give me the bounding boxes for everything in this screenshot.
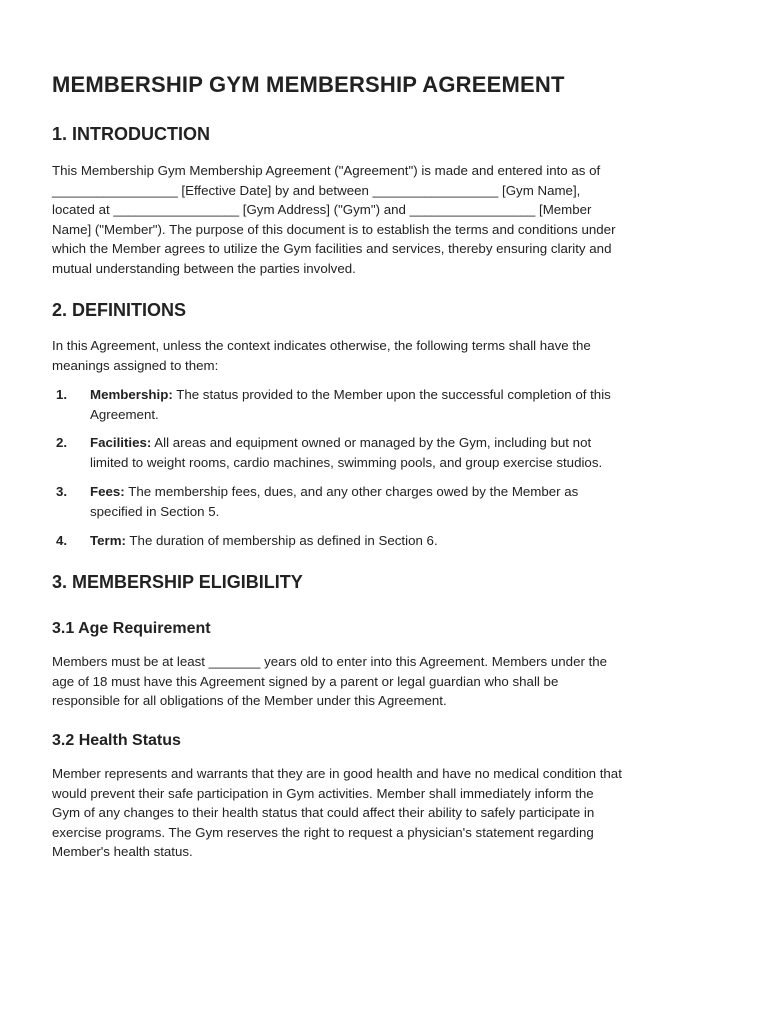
definition-term: Term:: [90, 533, 126, 548]
paragraph-line: _________________ [Effective Date] by and between _________________ [Gym Name],: [52, 182, 581, 198]
paragraph-line: Name] ("Member"). The purpose of this document is to establish the terms and conditions under: [52, 221, 616, 237]
definition-text: The duration of membership as defined in Section 6.: [125, 533, 438, 548]
definition-term: Fees:: [90, 484, 125, 499]
paragraph-line: Members must be at least _______ years old to enter into this Agreement. Members under the: [52, 654, 608, 669]
definition-item-membership: [52, 385, 712, 424]
section-heading-definitions: 2. DEFINITIONS: [52, 300, 187, 320]
definitions-intro-paragraph: [52, 336, 722, 375]
definition-text: The status provided to the Member upon the successful completion of this: [172, 387, 611, 402]
age-requirement-paragraph: [52, 652, 722, 711]
list-number: 2.: [56, 435, 68, 450]
paragraph-line: meanings assigned to them:: [52, 357, 219, 373]
section-heading-eligibility: 3. MEMBERSHIP ELIGIBILITY: [52, 572, 303, 592]
definition-text: limited to weight rooms, cardio machines, swimming pools, and group exercise studios.: [90, 454, 603, 470]
paragraph-line: Gym of any changes to their health status that could affect their ability to safely participate in: [52, 805, 595, 821]
definition-item-term: [52, 531, 712, 551]
paragraph-line: In this Agreement, unless the context indicates otherwise, the following terms shall have the: [52, 338, 591, 353]
list-number: 4.: [56, 533, 68, 548]
definition-text: All areas and equipment owned or managed by the Gym, including but not: [151, 435, 592, 450]
document-title: MEMBERSHIP GYM MEMBERSHIP AGREEMENT: [52, 72, 565, 97]
list-number: 1.: [56, 387, 68, 402]
introduction-paragraph: [52, 161, 722, 279]
definition-text: specified in Section 5.: [90, 503, 220, 519]
list-number: 3.: [56, 484, 68, 499]
paragraph-line: age of 18 must have this Agreement signed by a parent or legal guardian who shall be: [52, 673, 559, 689]
definition-term: Facilities:: [90, 435, 152, 450]
paragraph-line: exercise programs. The Gym reserves the right to request a physician's statement regarding: [52, 824, 594, 840]
definition-text: The membership fees, dues, and any other charges owed by the Member as: [124, 484, 579, 499]
paragraph-line: would prevent their safe participation in Gym activities. Member shall immediately inform the: [52, 785, 594, 801]
subsection-heading-health: 3.2 Health Status: [52, 732, 181, 749]
paragraph-line: This Membership Gym Membership Agreement ("Agreement") is made and entered into as of: [52, 163, 601, 178]
paragraph-line: responsible for all obligations of the Member under this Agreement.: [52, 693, 447, 709]
health-status-paragraph: [52, 764, 722, 862]
paragraph-line: located at _________________ [Gym Address] ("Gym") and _________________ [Member: [52, 202, 592, 218]
paragraph-line: Member's health status.: [52, 844, 193, 860]
subsection-heading-age: 3.1 Age Requirement: [52, 620, 211, 637]
paragraph-line: Member represents and warrants that they are in good health and have no medical condition that: [52, 766, 622, 781]
paragraph-line: mutual understanding between the parties involved.: [52, 260, 356, 276]
definition-item-facilities: [52, 433, 712, 472]
definition-term: Membership:: [90, 387, 173, 402]
definition-text: Agreement.: [90, 406, 159, 422]
definition-item-fees: [52, 482, 712, 521]
paragraph-line: which the Member agrees to utilize the Gym facilities and services, thereby ensuring clarity and: [52, 241, 612, 257]
section-heading-introduction: 1. INTRODUCTION: [52, 124, 211, 144]
